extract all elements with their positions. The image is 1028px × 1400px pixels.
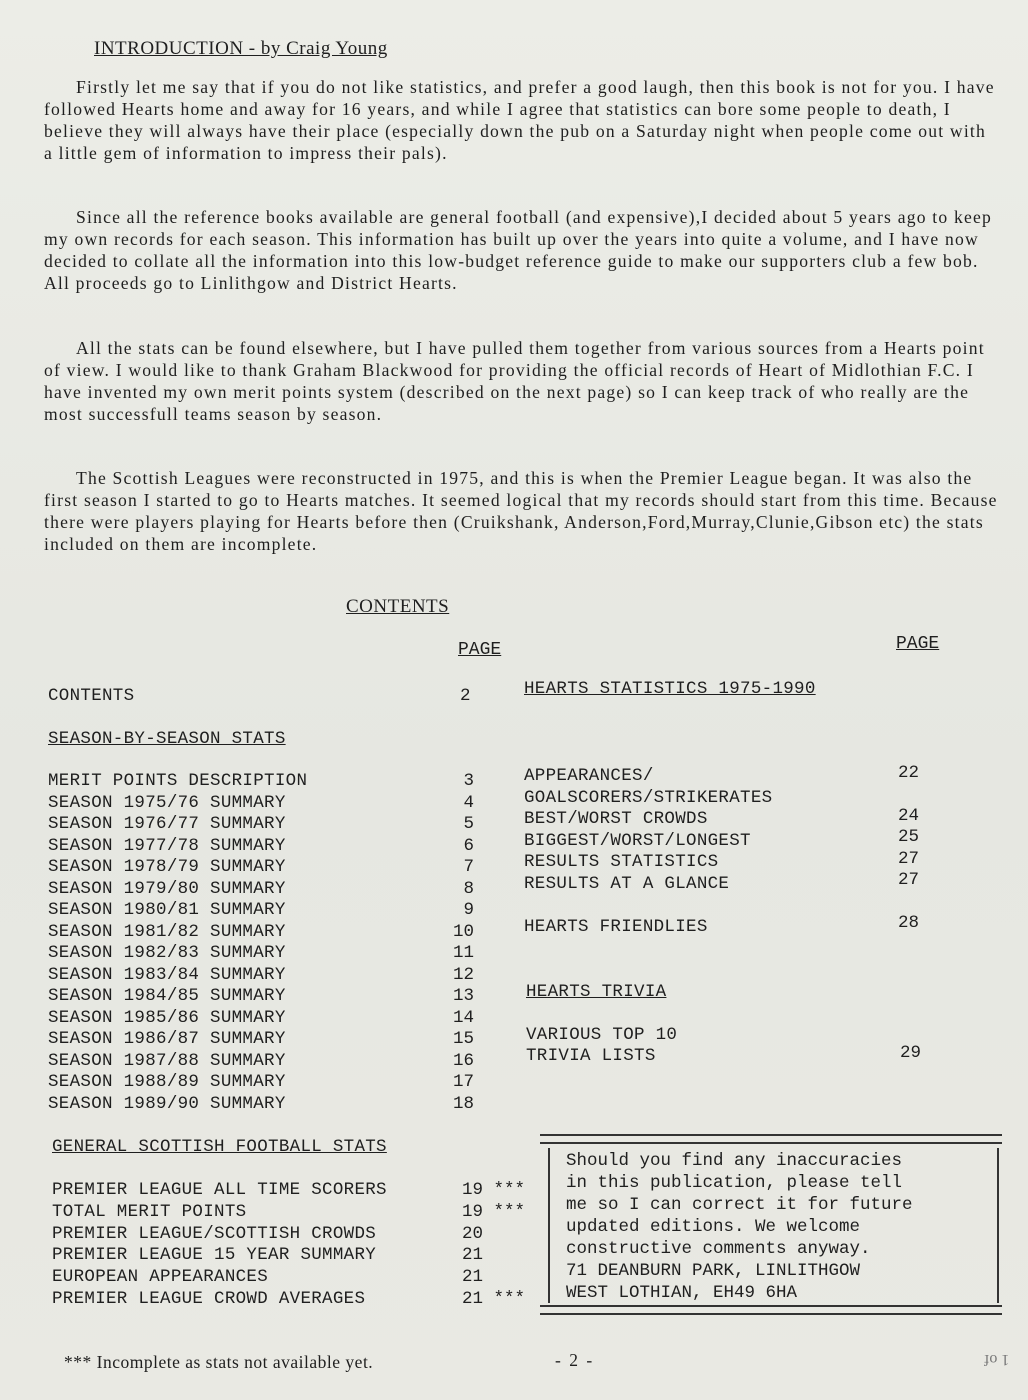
page-number: 15 xyxy=(452,1029,474,1049)
page-number: 14 xyxy=(452,1007,474,1028)
page-number: 18 xyxy=(452,1093,474,1114)
incomplete-mark: *** xyxy=(493,1180,526,1200)
list-item: SEASON 1987/88 SUMMARY xyxy=(48,1050,286,1071)
list-item: MERIT POINTS DESCRIPTION xyxy=(48,771,308,791)
general-page-row xyxy=(462,1289,525,1311)
hearts-stat-page: 27 xyxy=(898,870,920,890)
list-item: PREMIER LEAGUE ALL TIME SCORERS xyxy=(52,1180,387,1200)
notice-line: updated editions. We welcome xyxy=(566,1217,861,1237)
list-item: PREMIER LEAGUE/SCOTTISH CROWDS xyxy=(52,1223,377,1244)
notice-right-border xyxy=(997,1148,999,1303)
page-number: 8 xyxy=(463,878,474,899)
list-item: SEASON 1981/82 SUMMARY xyxy=(48,921,286,942)
hearts-stat-page: 22 xyxy=(898,763,920,783)
contents-entry-page: 2 xyxy=(460,686,471,706)
list-item: SEASON 1982/83 SUMMARY xyxy=(48,943,286,963)
list-item: SEASON 1989/90 SUMMARY xyxy=(48,1093,286,1114)
list-item: TOTAL MERIT POINTS xyxy=(52,1201,247,1222)
notice-left-border xyxy=(548,1148,550,1303)
intro-paragraph-4: The Scottish Leagues were reconstructed in 1975, and this is when the Premier League began. It was also the first season I started to go to Hearts matches. It seemed logical that my records should start from this time. Because there were players playing for Hearts before then (Cruikshank, Anderson,Ford,Murray,Clunie,Gibson etc) the stats included on them are incomplete. xyxy=(44,468,998,554)
list-item: PREMIER LEAGUE CROWD AVERAGES xyxy=(52,1288,366,1309)
friendlies-page: 28 xyxy=(898,913,920,933)
page-number: 7 xyxy=(463,857,474,877)
notice-bottom-rule xyxy=(540,1305,1002,1315)
hearts-stat-page: 27 xyxy=(898,849,920,869)
notice-line: me so I can correct it for future xyxy=(566,1195,913,1215)
friendlies-item: HEARTS FRIENDLIES xyxy=(524,917,708,937)
intro-paragraph-3: All the stats can be found elsewhere, but I have pulled them together from various sources from a Hearts point of view. I would like to thank Graham Blackwood for providing the official records of Heart of Midlothian F.C. I have invented my own merit points system (described on the next page) so I can keep track of who really are the most successfull teams season by season. xyxy=(44,338,985,424)
list-item: SEASON 1984/85 SUMMARY xyxy=(48,986,286,1006)
incomplete-mark: *** xyxy=(493,1288,526,1309)
page-number: 20 xyxy=(462,1223,484,1244)
trivia-item: TRIVIA LISTS xyxy=(526,1046,656,1066)
season-items-list xyxy=(48,771,307,1115)
season-pages-column xyxy=(450,771,474,1115)
general-items-list xyxy=(52,1180,387,1311)
page-number: 21 xyxy=(462,1288,484,1309)
page-number: 16 xyxy=(452,1050,474,1071)
page-number: 21 xyxy=(462,1267,484,1288)
trivia-heading: HEARTS TRIVIA xyxy=(526,982,667,1002)
list-item: SEASON 1980/81 SUMMARY xyxy=(48,900,286,920)
hearts-stat-item: GOALSCORERS/STRIKERATES xyxy=(524,788,773,808)
hearts-stat-item: BIGGEST/WORST/LONGEST xyxy=(524,831,751,851)
page-column-header-left: PAGE xyxy=(458,640,502,660)
footnote: *** Incomplete as stats not available yet. xyxy=(64,1352,374,1372)
list-item: EUROPEAN APPEARANCES xyxy=(52,1267,269,1288)
list-item: SEASON 1977/78 SUMMARY xyxy=(48,835,286,856)
page-number-footer: - 2 - xyxy=(555,1350,595,1370)
page-number: 3 xyxy=(463,771,474,791)
list-item: SEASON 1978/79 SUMMARY xyxy=(48,857,286,877)
contents-heading: CONTENTS xyxy=(346,596,450,617)
general-page-row xyxy=(462,1180,525,1202)
general-page-row xyxy=(462,1202,525,1224)
hearts-stat-page: 24 xyxy=(898,806,920,826)
hearts-stat-page: 25 xyxy=(898,827,920,847)
general-page-row xyxy=(462,1224,525,1246)
list-item: SEASON 1975/76 SUMMARY xyxy=(48,792,286,813)
hearts-stat-item: RESULTS AT A GLANCE xyxy=(524,874,730,894)
notice-box xyxy=(566,1150,996,1304)
trivia-item: VARIOUS TOP 10 xyxy=(526,1025,678,1045)
page-number: 11 xyxy=(452,943,474,963)
contents-entry-label: CONTENTS xyxy=(48,686,135,706)
hearts-stat-item: BEST/WORST CROWDS xyxy=(524,809,708,829)
incomplete-mark: *** xyxy=(493,1201,526,1222)
page-number: 9 xyxy=(463,900,474,920)
list-item: SEASON 1985/86 SUMMARY xyxy=(48,1007,286,1028)
list-item: SEASON 1976/77 SUMMARY xyxy=(48,814,286,834)
list-item: PREMIER LEAGUE 15 YEAR SUMMARY xyxy=(52,1245,377,1266)
page-number: 17 xyxy=(452,1072,474,1092)
page-number: 4 xyxy=(463,792,474,813)
trivia-page: 29 xyxy=(900,1043,922,1063)
general-page-row xyxy=(462,1245,525,1267)
page-number: 12 xyxy=(452,964,474,985)
hearts-stats-heading: HEARTS STATISTICS 1975-1990 xyxy=(524,679,816,699)
page-number: 21 xyxy=(462,1245,484,1266)
intro-paragraph-1: Firstly let me say that if you do not like statistics, and prefer a good laugh, then this book is not for you. I have followed Hearts home and away for 16 years, and while I agree that statistics can bore some people to death, I believe they will always have their place (especially down the pub on a Saturday night when people come out with a little gem of information to impress their pals). xyxy=(44,77,995,163)
general-stats-heading: GENERAL SCOTTISH FOOTBALL STATS xyxy=(52,1137,387,1157)
notice-line: in this publication, please tell xyxy=(566,1173,903,1193)
hearts-stat-item: APPEARANCES/ xyxy=(524,766,654,786)
page-number: 19 xyxy=(462,1201,484,1222)
list-item: SEASON 1986/87 SUMMARY xyxy=(48,1029,286,1049)
intro-paragraph-2: Since all the reference books available are general football (and expensive),I decided about 5 years ago to keep my own records for each season. This information has built up over the years into quite a volume, and I have now decided to collate all the information into this low-budget reference guide to make our supporters club a few bob. All proceeds go to Linlithgow and District Hearts. xyxy=(44,207,992,293)
page-title: INTRODUCTION - by Craig Young xyxy=(94,38,388,59)
page-number: 19 xyxy=(462,1180,484,1200)
notice-top-rule xyxy=(540,1134,1002,1144)
corner-mark: 1 of xyxy=(984,1351,1010,1368)
notice-line: WEST LOTHIAN, EH49 6HA xyxy=(566,1283,798,1303)
hearts-stat-item: RESULTS STATISTICS xyxy=(524,852,719,872)
page-number: 6 xyxy=(463,835,474,856)
page-number: 10 xyxy=(452,921,474,942)
list-item: SEASON 1983/84 SUMMARY xyxy=(48,964,286,985)
page-number: 5 xyxy=(463,814,474,834)
page-number: 13 xyxy=(452,986,474,1006)
general-page-row xyxy=(462,1267,525,1289)
notice-line: Should you find any inaccuracies xyxy=(566,1151,903,1171)
notice-line: constructive comments anyway. xyxy=(566,1239,871,1259)
notice-line: 71 DEANBURN PARK, LINLITHGOW xyxy=(566,1261,861,1281)
list-item: SEASON 1988/89 SUMMARY xyxy=(48,1072,286,1092)
general-pages-column xyxy=(462,1180,525,1311)
season-section-heading: SEASON-BY-SEASON STATS xyxy=(48,729,286,749)
list-item: SEASON 1979/80 SUMMARY xyxy=(48,878,286,899)
page-column-header-right: PAGE xyxy=(896,634,940,654)
